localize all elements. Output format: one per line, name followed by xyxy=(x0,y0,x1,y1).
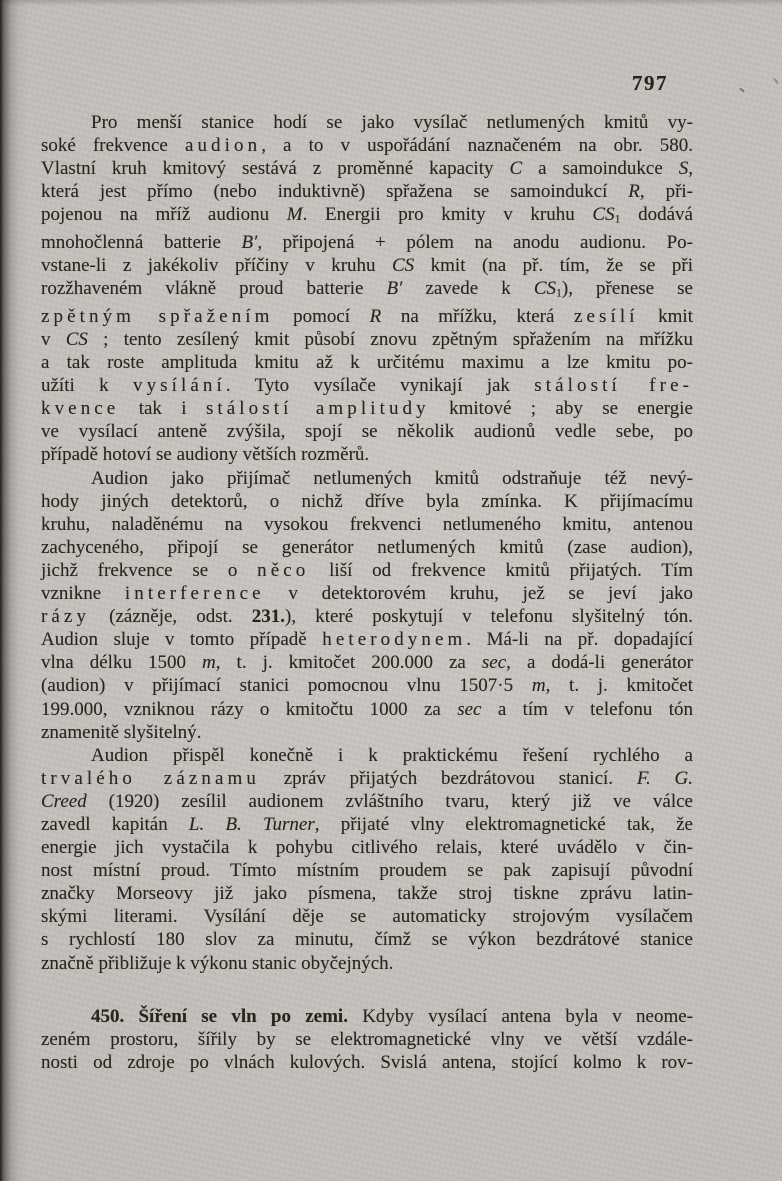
text-line xyxy=(41,157,693,180)
text-run: , při- xyxy=(639,181,694,203)
text-line xyxy=(41,1005,693,1028)
text-line xyxy=(41,1051,693,1074)
text-run: na mřížku, která xyxy=(381,305,574,327)
text-run: v xyxy=(41,329,66,350)
text-run: a tím v telefonu tón xyxy=(481,698,693,720)
text-run: značky Morseovy již jako písmena, takže stroj tiskne zprávu latin- xyxy=(41,883,693,905)
text-run: zpětným spřažením xyxy=(41,305,274,327)
text-line xyxy=(41,928,693,951)
text-run: hody jiných detektorů, o nichž dříve byla zmínka. K přijímacímu xyxy=(41,490,693,512)
text-run: (1920) zesílil audionem zvláštního tvaru, který již ve válce xyxy=(86,790,693,812)
text-run: B′ xyxy=(241,232,258,254)
text-run: ; tento zesílený kmit působí znovu zpětným spřažením na mřížku xyxy=(87,329,694,350)
text-run: (audion) v přijímací stanici pomocnou vlnu 1507·5 xyxy=(41,675,532,697)
text-line xyxy=(41,443,693,466)
text-run: 1 xyxy=(556,286,562,300)
text-run: rázy xyxy=(41,606,91,628)
text-run: heterodynem xyxy=(322,629,467,651)
text-run: CS xyxy=(592,204,615,226)
text-line xyxy=(41,790,693,813)
text-line xyxy=(41,952,693,975)
text-run: Audion jako přijímač netlumených kmitů odstraňuje též nevý- xyxy=(91,467,693,489)
text-run: , a dodá-li generátor xyxy=(506,652,693,674)
text-run: B′ xyxy=(386,278,403,300)
text-run: . Energii pro kmity v kruhu xyxy=(302,204,593,226)
text-line xyxy=(41,698,693,721)
text-line xyxy=(41,628,693,651)
text-run: vstane-li z jakékoliv příčiny v kruhu xyxy=(41,255,392,277)
text-run: CS xyxy=(65,329,88,350)
text-line xyxy=(41,134,693,157)
text-line xyxy=(41,513,693,536)
text-run: sec xyxy=(457,698,482,720)
text-run: sec xyxy=(481,652,507,674)
text-line xyxy=(41,767,693,790)
text-run: dodává xyxy=(620,204,693,226)
paragraph xyxy=(41,744,693,975)
text-run: kmit (na př. tím, že se při xyxy=(414,255,693,277)
text-run: L. B. Turner xyxy=(188,813,315,835)
text-line xyxy=(41,721,693,744)
paragraph xyxy=(41,111,693,467)
text-run: zesílí xyxy=(573,305,639,327)
text-run: Audion sluje v tomto případě xyxy=(41,629,323,651)
text-line xyxy=(41,420,693,443)
text-line xyxy=(41,859,693,882)
text-line xyxy=(41,180,693,203)
text-run: m xyxy=(202,652,216,674)
text-run: , t. j. kmitočet xyxy=(545,675,693,697)
text-run: a tak roste amplituda kmitu až k určitému maximu a lze kmitu po- xyxy=(41,352,693,374)
page-top-edge-shadow xyxy=(0,0,782,6)
text-run: znamenitě slyšitelný. xyxy=(41,721,202,743)
text-line xyxy=(41,813,693,836)
text-run: zachyceného, připojí se generátor netlumených kmitů (zase audion), xyxy=(41,536,693,558)
text-run: F. G. xyxy=(636,767,693,789)
text-run: mnohočlenná batterie xyxy=(41,232,242,254)
scan-speck xyxy=(739,87,745,92)
text-run: nost místní proud. Tímto místním proudem se pak zapisují původní xyxy=(41,860,693,882)
text-run: kvence xyxy=(41,398,120,420)
text-run: vysílání xyxy=(132,375,226,397)
text-line xyxy=(41,651,693,674)
scan-speck xyxy=(773,77,779,85)
text-run: S xyxy=(678,158,689,180)
text-run: jichž frekvence se o xyxy=(41,559,258,581)
text-run: ), které poskytují v telefonu slyšitelný tón. xyxy=(285,606,693,628)
text-line xyxy=(41,882,693,905)
text-line xyxy=(41,203,693,231)
paragraph xyxy=(41,1005,693,1074)
text-run: rozžhaveném vlákně proud batterie xyxy=(41,278,387,300)
text-run: kmitové ; aby se energie xyxy=(429,398,693,420)
text-run: užíti k xyxy=(41,375,133,397)
text-run: tak i xyxy=(119,398,206,420)
text-line xyxy=(41,397,693,420)
text-run: Audion přispěl konečně i k praktickému řešení rychlého a xyxy=(91,744,693,766)
text-run: pojenou na mříž audionu xyxy=(41,204,287,226)
text-run: 450. Šíření se vln po zemi. xyxy=(91,1005,348,1027)
text-line xyxy=(41,467,693,490)
text-run: ), přenese se xyxy=(561,278,693,300)
text-run: , t. j. kmitočet 200.000 za xyxy=(215,652,482,674)
text-line xyxy=(41,111,693,134)
text-run: Pro menší stanice hodí se jako vysílač netlumených kmitů vy- xyxy=(91,112,693,133)
text-run: kmit xyxy=(638,305,693,327)
text-line xyxy=(41,374,693,397)
text-run: CS xyxy=(392,255,415,277)
text-line xyxy=(41,254,693,277)
text-run: . Tyto vysílače vynikají jak xyxy=(225,375,535,397)
text-line xyxy=(41,744,693,767)
text-run: C xyxy=(509,158,523,180)
text-run: ve vysílací anteně zvýšila, spojí se několik audionů vedle sebe, po xyxy=(41,421,693,443)
text-run: energie jich vystačila k pohybu citlivého relais, které uvádělo v čin- xyxy=(41,837,693,859)
text-run: něco xyxy=(257,559,310,581)
text-line xyxy=(41,305,693,328)
text-run: CS xyxy=(533,278,556,300)
text-run: , přijaté vlny elektromagnetické tak, že xyxy=(314,813,693,835)
text-line xyxy=(41,490,693,513)
text-line xyxy=(41,277,693,305)
text-run: , a to v uspořádání naznačeném na obr. 580. xyxy=(261,135,694,157)
text-run: případě hotoví se audiony větších rozměrů. xyxy=(41,444,370,466)
text-run: trvalého záznamu xyxy=(41,767,260,789)
text-run: zpráv přijatých bezdrátovou stanicí. xyxy=(259,767,637,789)
text-run: m xyxy=(531,675,546,697)
text-run: značně přibližuje k výkonu stanic obyčejných. xyxy=(41,952,394,974)
text-run: která jest přímo (nebo induktivně) spřažena se samoindukcí xyxy=(41,181,629,203)
text-line xyxy=(41,231,693,254)
text-run: stálostí amplitudy xyxy=(205,398,430,420)
text-run: R xyxy=(628,181,640,203)
page-number: 797 xyxy=(632,71,668,95)
text-run: liší od frekvence kmitů přijatých. Tím xyxy=(309,559,693,581)
text-run: zeném prostoru, šířily by se elektromagnetické vlny ve větší vzdále- xyxy=(41,1028,693,1050)
text-run: M xyxy=(286,204,303,226)
page-left-edge-shadow xyxy=(0,0,30,1181)
text-run: a samoindukce xyxy=(522,158,679,180)
text-run: 1 xyxy=(614,212,621,226)
text-run: 231. xyxy=(251,606,286,628)
text-run: vlna délku 1500 xyxy=(41,652,203,674)
text-run: pomocí xyxy=(273,305,370,327)
text-run: vznikne xyxy=(41,583,125,605)
text-line xyxy=(41,559,693,582)
text-run: interference xyxy=(124,583,265,605)
text-line xyxy=(41,1028,693,1051)
text-line xyxy=(41,605,693,628)
paragraph xyxy=(41,467,693,744)
text-block xyxy=(41,111,693,1074)
text-run: , xyxy=(688,158,693,180)
text-run: audion xyxy=(184,135,262,157)
text-run: soké frekvence xyxy=(41,135,185,157)
text-run: R xyxy=(369,305,382,327)
text-run: stálostí fre- xyxy=(534,375,694,397)
text-run: , připojená + pólem na anodu audionu. Po- xyxy=(257,232,693,254)
text-run: kruhu, naladěnému na vysokou frekvenci netlumeného kmitu, antenou xyxy=(41,513,693,535)
text-run: s rychlostí 180 slov za minutu, čímž se výkon bezdrátové stanice xyxy=(41,929,693,951)
text-run: zavede k xyxy=(402,278,534,300)
text-run: 199.000, vzniknou rázy o kmitočtu 1000 za xyxy=(41,698,458,720)
text-run: Creed xyxy=(41,790,87,812)
text-line xyxy=(41,536,693,559)
text-run: (zázněje, odst. xyxy=(90,606,252,628)
text-line xyxy=(41,328,693,351)
text-run: Vlastní kruh kmitový sestává z proměnné kapacity xyxy=(41,158,510,180)
text-line xyxy=(41,351,693,374)
text-run: . Má-li na př. dopadající xyxy=(466,629,693,651)
text-line xyxy=(41,905,693,928)
text-run: v detektorovém kruhu, jež se jeví jako xyxy=(264,583,693,605)
text-line xyxy=(41,836,693,859)
text-run: nosti od zdroje po vlnách kulových. Svislá antena, stojící kolmo k rov- xyxy=(41,1051,693,1073)
text-line xyxy=(41,582,693,605)
text-run: Kdyby vysílací antena byla v neome- xyxy=(347,1005,693,1027)
text-line xyxy=(41,674,693,697)
text-run: zavedl kapitán xyxy=(41,813,189,835)
text-run: skými literami. Vysílání děje se automaticky strojovým vysílačem xyxy=(41,906,693,928)
